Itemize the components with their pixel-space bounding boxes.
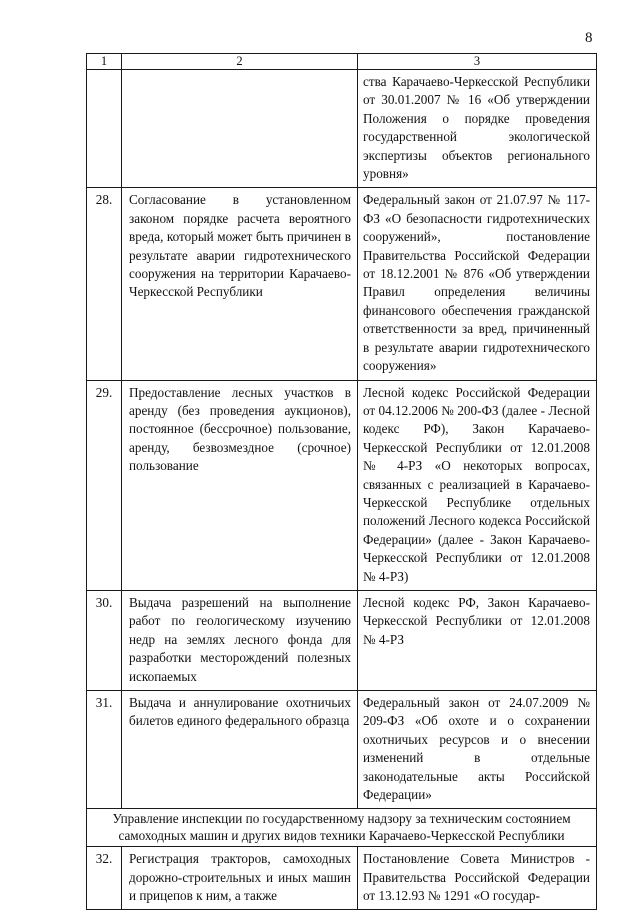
row-number: 32. <box>87 847 122 910</box>
header-col-2: 2 <box>122 54 358 70</box>
table-row <box>87 847 597 910</box>
row-number <box>87 70 122 188</box>
section-title: Управление инспекции по государственному надзору за техническим состоянием самоходных машин и других видов техники Карачаево-Черкесской Республики <box>87 809 597 847</box>
row-number: 28. <box>87 188 122 380</box>
table-row <box>87 188 597 380</box>
row-legal-basis: Федеральный закон от 21.07.97 № 117-ФЗ «О безопасности гидротехнических сооружений», постановление Правительства Российской Федерации от 18.12.2001 № 876 «Об утверждении Правил определения величины финансового обеспечения гражданской ответственности за вред, причиненный в результате аварии гидротехнического сооружения» <box>358 188 597 380</box>
row-service: Регистрация тракторов, самоходных дорожно-строительных и иных машин и прицепов к ним, а также <box>122 847 358 910</box>
header-row <box>87 54 597 70</box>
row-legal-basis: Лесной кодекс Российской Федерации от 04.12.2006 № 200-ФЗ (далее - Лесной кодекс РФ), Закон Карачаево-Черкесской Республики от 12.01.2008 № 4-РЗ «О некоторых вопросах, связанных с реализацией в Карачаево-Черкесской Республике отдельных положений Лесного кодекса Российской Федерации» (далее - Закон Карачаево-Черкесской Республики от 12.01.2008 № 4-РЗ) <box>358 380 597 590</box>
services-table <box>86 53 597 910</box>
header-col-1: 1 <box>87 54 122 70</box>
row-service: Выдача и аннулирование охотничьих билетов единого федерального образца <box>122 691 358 809</box>
section-header-row <box>87 809 597 847</box>
header-col-3: 3 <box>358 54 597 70</box>
row-service: Предоставление лесных участков в аренду (без проведения аукционов), постоянное (бессрочное) пользование, аренду, безвозмездное (срочное) пользование <box>122 380 358 590</box>
row-legal-basis: Постановление Совета Министров - Правительства Российской Федерации от 13.12.93 № 1291 «О государ- <box>358 847 597 910</box>
table-row <box>87 380 597 590</box>
row-legal-basis: Федеральный закон от 24.07.2009 № 209-ФЗ «Об охоте и о сохранении охотничьих ресурсов и о внесении изменений в отдельные законодательные акты Российской Федерации» <box>358 691 597 809</box>
row-legal-basis: ства Карачаево-Черкесской Республики от 30.01.2007 № 16 «Об утверждении Положения о порядке проведения государственной экологической экспертизы объектов регионального уровня» <box>358 70 597 188</box>
table-row <box>87 590 597 690</box>
row-service <box>122 70 358 188</box>
table-row <box>87 691 597 809</box>
row-service: Выдача разрешений на выполнение работ по геологическому изучению недр на землях лесного фонда для разработки месторождений полезных ископаемых <box>122 590 358 690</box>
row-number: 30. <box>87 590 122 690</box>
row-number: 29. <box>87 380 122 590</box>
table-row-continuation <box>87 70 597 188</box>
row-legal-basis: Лесной кодекс РФ, Закон Карачаево-Черкесской Республики от 12.01.2008 № 4-РЗ <box>358 590 597 690</box>
row-service: Согласование в установленном законом порядке расчета вероятного вреда, который может быть причинен в результате аварии гидротехнического сооружения на территории Карачаево-Черкесской Республики <box>122 188 358 380</box>
row-number: 31. <box>87 691 122 809</box>
page-number: 8 <box>585 30 593 46</box>
